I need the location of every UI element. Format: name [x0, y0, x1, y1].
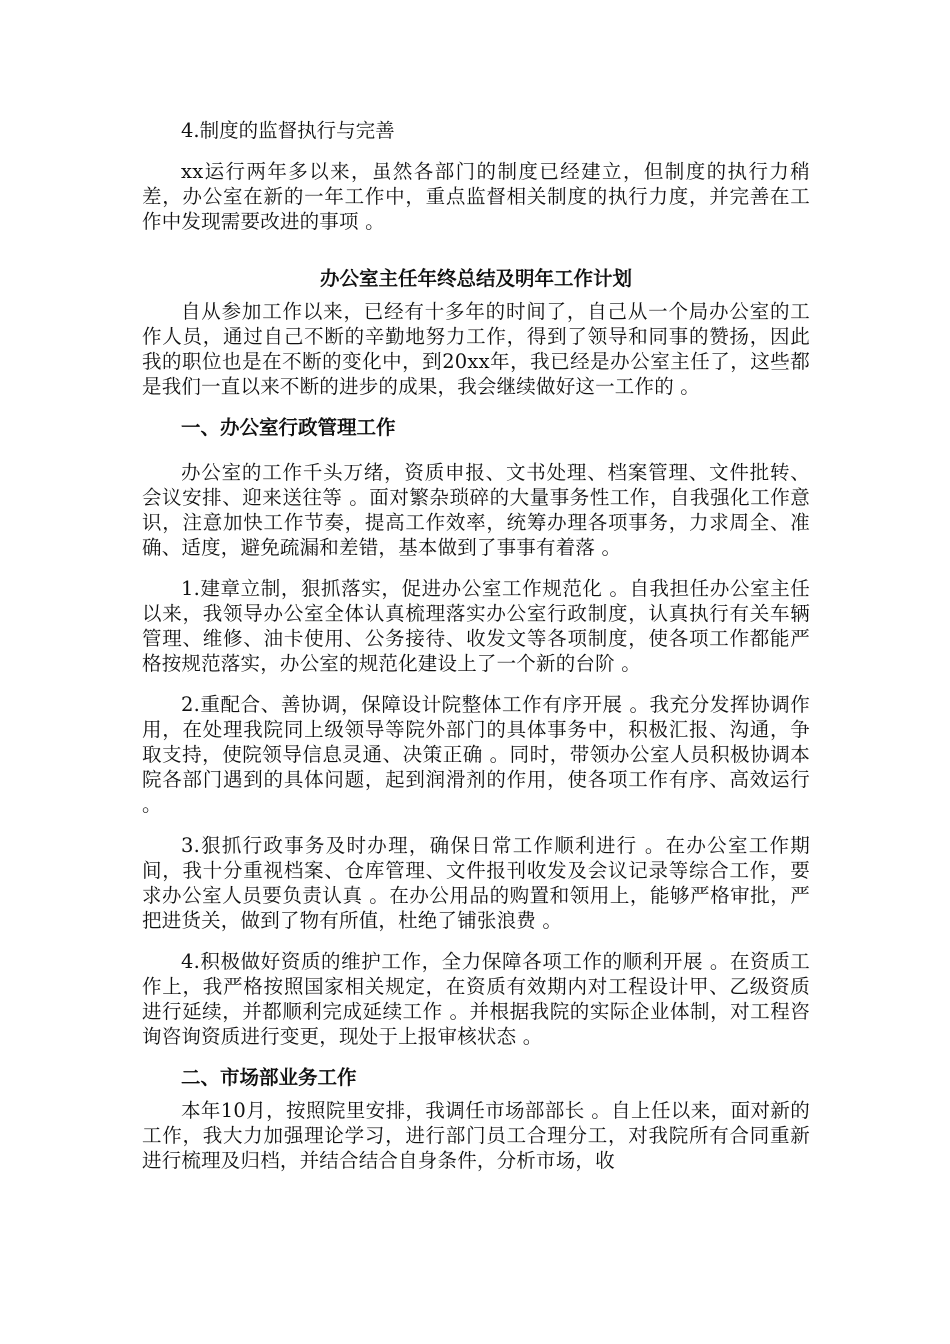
item4-heading: 4.制度的监督执行与完善 [181, 119, 395, 142]
section1-item4: 4.积极做好资质的维护工作，全力保障各项工作的顺利开展 。在资质工作上，我严格按照国家相关规定，在资质有效期内对工程设计甲、乙级资质进行延续，并都顺利完成延续工作 。并根据我院的实际企业体制，对工程咨询咨询资质进行变更，现处于上报审核状态 。 [142, 950, 810, 1048]
item4-body: xx运行两年多以来，虽然各部门的制度已经建立，但制度的执行力稍差，办公室在新的一年工作中，重点监督相关制度的执行力度，并完善在工作中发现需要改进的事项 。 [142, 160, 810, 233]
section1-item1: 1.建章立制，狠抓落实，促进办公室工作规范化 。自我担任办公室主任以来，我领导办公室全体认真梳理落实办公室行政制度，认真执行有关车辆管理、维修、油卡使用、公务接待、收发文等各项制度，使各项工作都能严格按规范落实，办公室的规范化建设上了一个新的台阶 。 [142, 577, 810, 675]
document-title: 办公室主任年终总结及明年工作计划 [319, 267, 632, 290]
section1-body: 办公室的工作千头万绪，资质申报、文书处理、档案管理、文件批转、会议安排、迎来送往等 。面对繁杂琐碎的大量事务性工作，自我强化工作意识，注意加快工作节奏，提高工作效率，统筹办理各项事务，力求周全、准确、适度，避免疏漏和差错，基本做到了事事有着落 。 [142, 461, 810, 559]
section1-item2: 2.重配合、善协调，保障设计院整体工作有序开展 。我充分发挥协调作用，在处理我院同上级领导等院外部门的具体事务中，积极汇报、沟通，争取支持，使院领导信息灵通、决策正确 。同时，带领办公室人员积极协调本院各部门遇到的具体问题，起到润滑剂的作用，使各项工作有序、高效运行 。 [142, 693, 810, 816]
document-page [142, 118, 810, 1173]
section2-body: 本年10月，按照院里安排，我调任市场部部长 。自上任以来，面对新的工作，我大力加强理论学习，进行部门员工合理分工，对我院所有合同重新进行梳理及归档，并结合结合自身条件，分析市场，收 [142, 1099, 810, 1172]
section1-item3: 3.狠抓行政事务及时办理，确保日常工作顺利进行 。在办公室工作期间，我十分重视档案、仓库管理、文件报刊收发及会议记录等综合工作，要求办公室人员要负责认真 。在办公用品的购置和领用上，能够严格审批，严把进货关，做到了物有所值，杜绝了铺张浪费 。 [142, 834, 810, 932]
section1-heading: 一、办公室行政管理工作 [181, 416, 396, 439]
intro-paragraph: 自从参加工作以来，已经有十多年的时间了，自己从一个局办公室的工作人员，通过自己不断的辛勤地努力工作，得到了领导和同事的赞扬，因此我的职位也是在不断的变化中，到20xx年，我已经是办公室主任了，这些都是我们一直以来不断的进步的成果，我会继续做好这一工作的 。 [142, 300, 810, 398]
section2-heading: 二、市场部业务工作 [181, 1066, 357, 1089]
